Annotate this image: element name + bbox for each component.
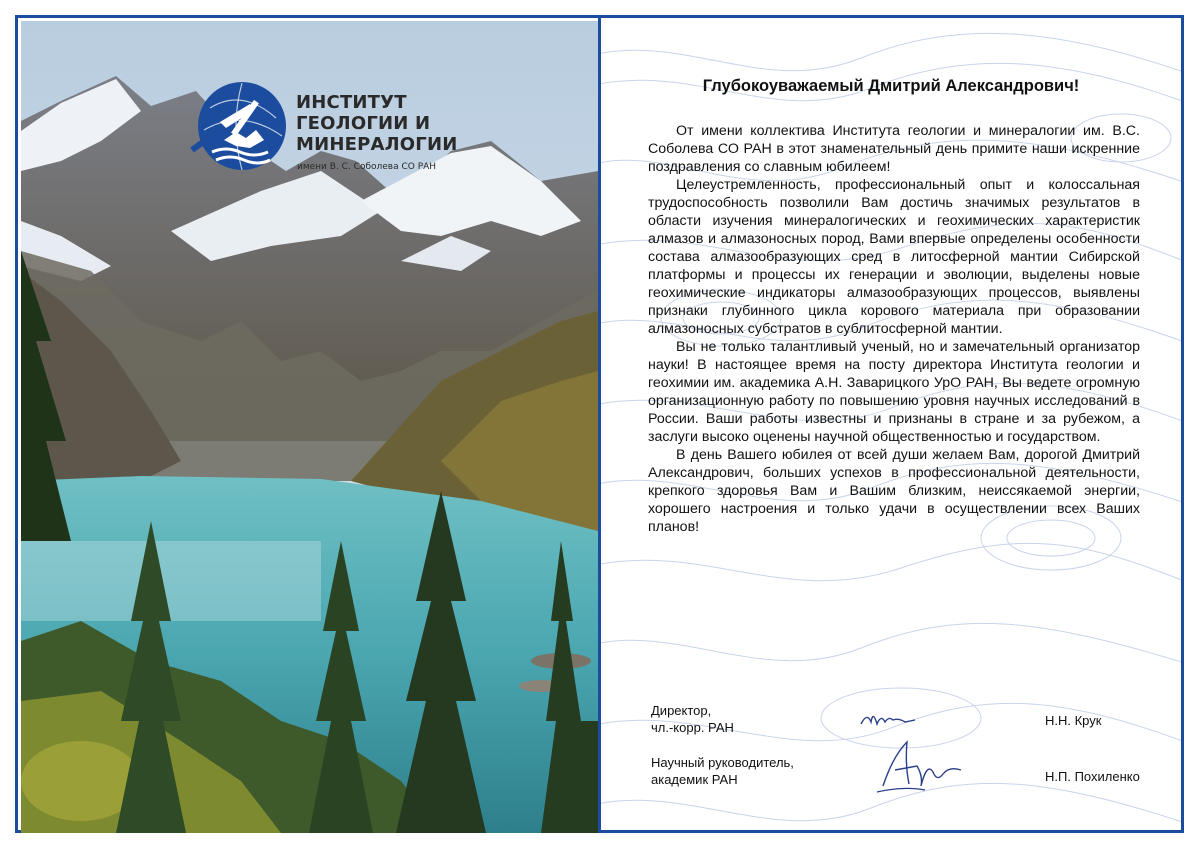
letter-frame: [15, 15, 1184, 833]
letter-paragraph-4: В день Вашего юбилея от всей души желаем Вам, дорогой Дмитрий Александрович, больших успехов в профессиональной деятельности, крепкого здоровья Вам и Вашим близким, неиссякаемой энергии, хорошего настроения и только удачи в осуществлении всех Ваших планов!: [648, 447, 1140, 535]
letter-paragraph-2: Целеустремленность, профессиональный опыт и колоссальная трудоспособность позволили Вам достичь значимых результатов в области изучения минералогических и геохимических характеристик алмазов и алмазоносных пород, Вами впервые определены особенности состава алмазообразующих сред в литосферной мантии Сибирской платформы и процессы их генерации и эволюции, выделены новые геохимические индикаторы алмазообразующих процессов, выявлены признаки глубинного цикла корового материала при образовании алмазоносных субстратов в сублитосферной мантии.: [648, 177, 1140, 337]
letter-paragraph-3: Вы не только талантливый ученый, но и замечательный организатор науки! В настоящее время на посту директора Института геологии и геохимии им. академика А.Н. Заварицкого УрО РАН, Вы ведете огромную организационную работу по повышению уровня научных исследований в России. Ваши работы известны и признаны в стране и за рубежом, а заслуги высоко оценены научной общественностью и государством.: [648, 339, 1140, 445]
signature-2-handwritten: [873, 736, 965, 798]
signature-1-handwritten: [859, 706, 919, 736]
signatory-2-position: Научный руководитель,: [651, 755, 794, 770]
signatory-1-rank: чл.-корр. РАН: [651, 720, 734, 735]
signatory-2-name: Н.П. Похиленко: [1045, 769, 1140, 784]
institute-name: [296, 92, 458, 155]
institute-emblem-icon: [190, 78, 288, 178]
letter-greeting: Глубокоуважаемый Дмитрий Александрович!: [702, 77, 1080, 95]
institute-name-line-1: ИНСТИТУТ: [296, 92, 407, 113]
institute-logo: [190, 78, 460, 188]
signatory-1-position: Директор,: [651, 703, 712, 718]
signatory-1-name: Н.Н. Крук: [1045, 713, 1102, 728]
letter-panel: [601, 18, 1181, 830]
signatory-2-title: [651, 754, 794, 788]
institute-subtitle: имени В. С. Соболева СО РАН: [297, 162, 437, 172]
institute-name-line-2: ГЕОЛОГИИ И: [296, 113, 431, 134]
signatory-1-title: [651, 702, 734, 736]
letter-paragraph-1: От имени коллектива Института геологии и минералогии им. В.С. Соболева СО РАН в этот знаменательный день примите наши искренние поздравления со славным юбилеем!: [648, 123, 1140, 175]
institute-name-line-3: МИНЕРАЛОГИИ: [296, 134, 458, 155]
letter-body: [648, 122, 1140, 536]
signatory-2-rank: академик РАН: [651, 772, 738, 787]
